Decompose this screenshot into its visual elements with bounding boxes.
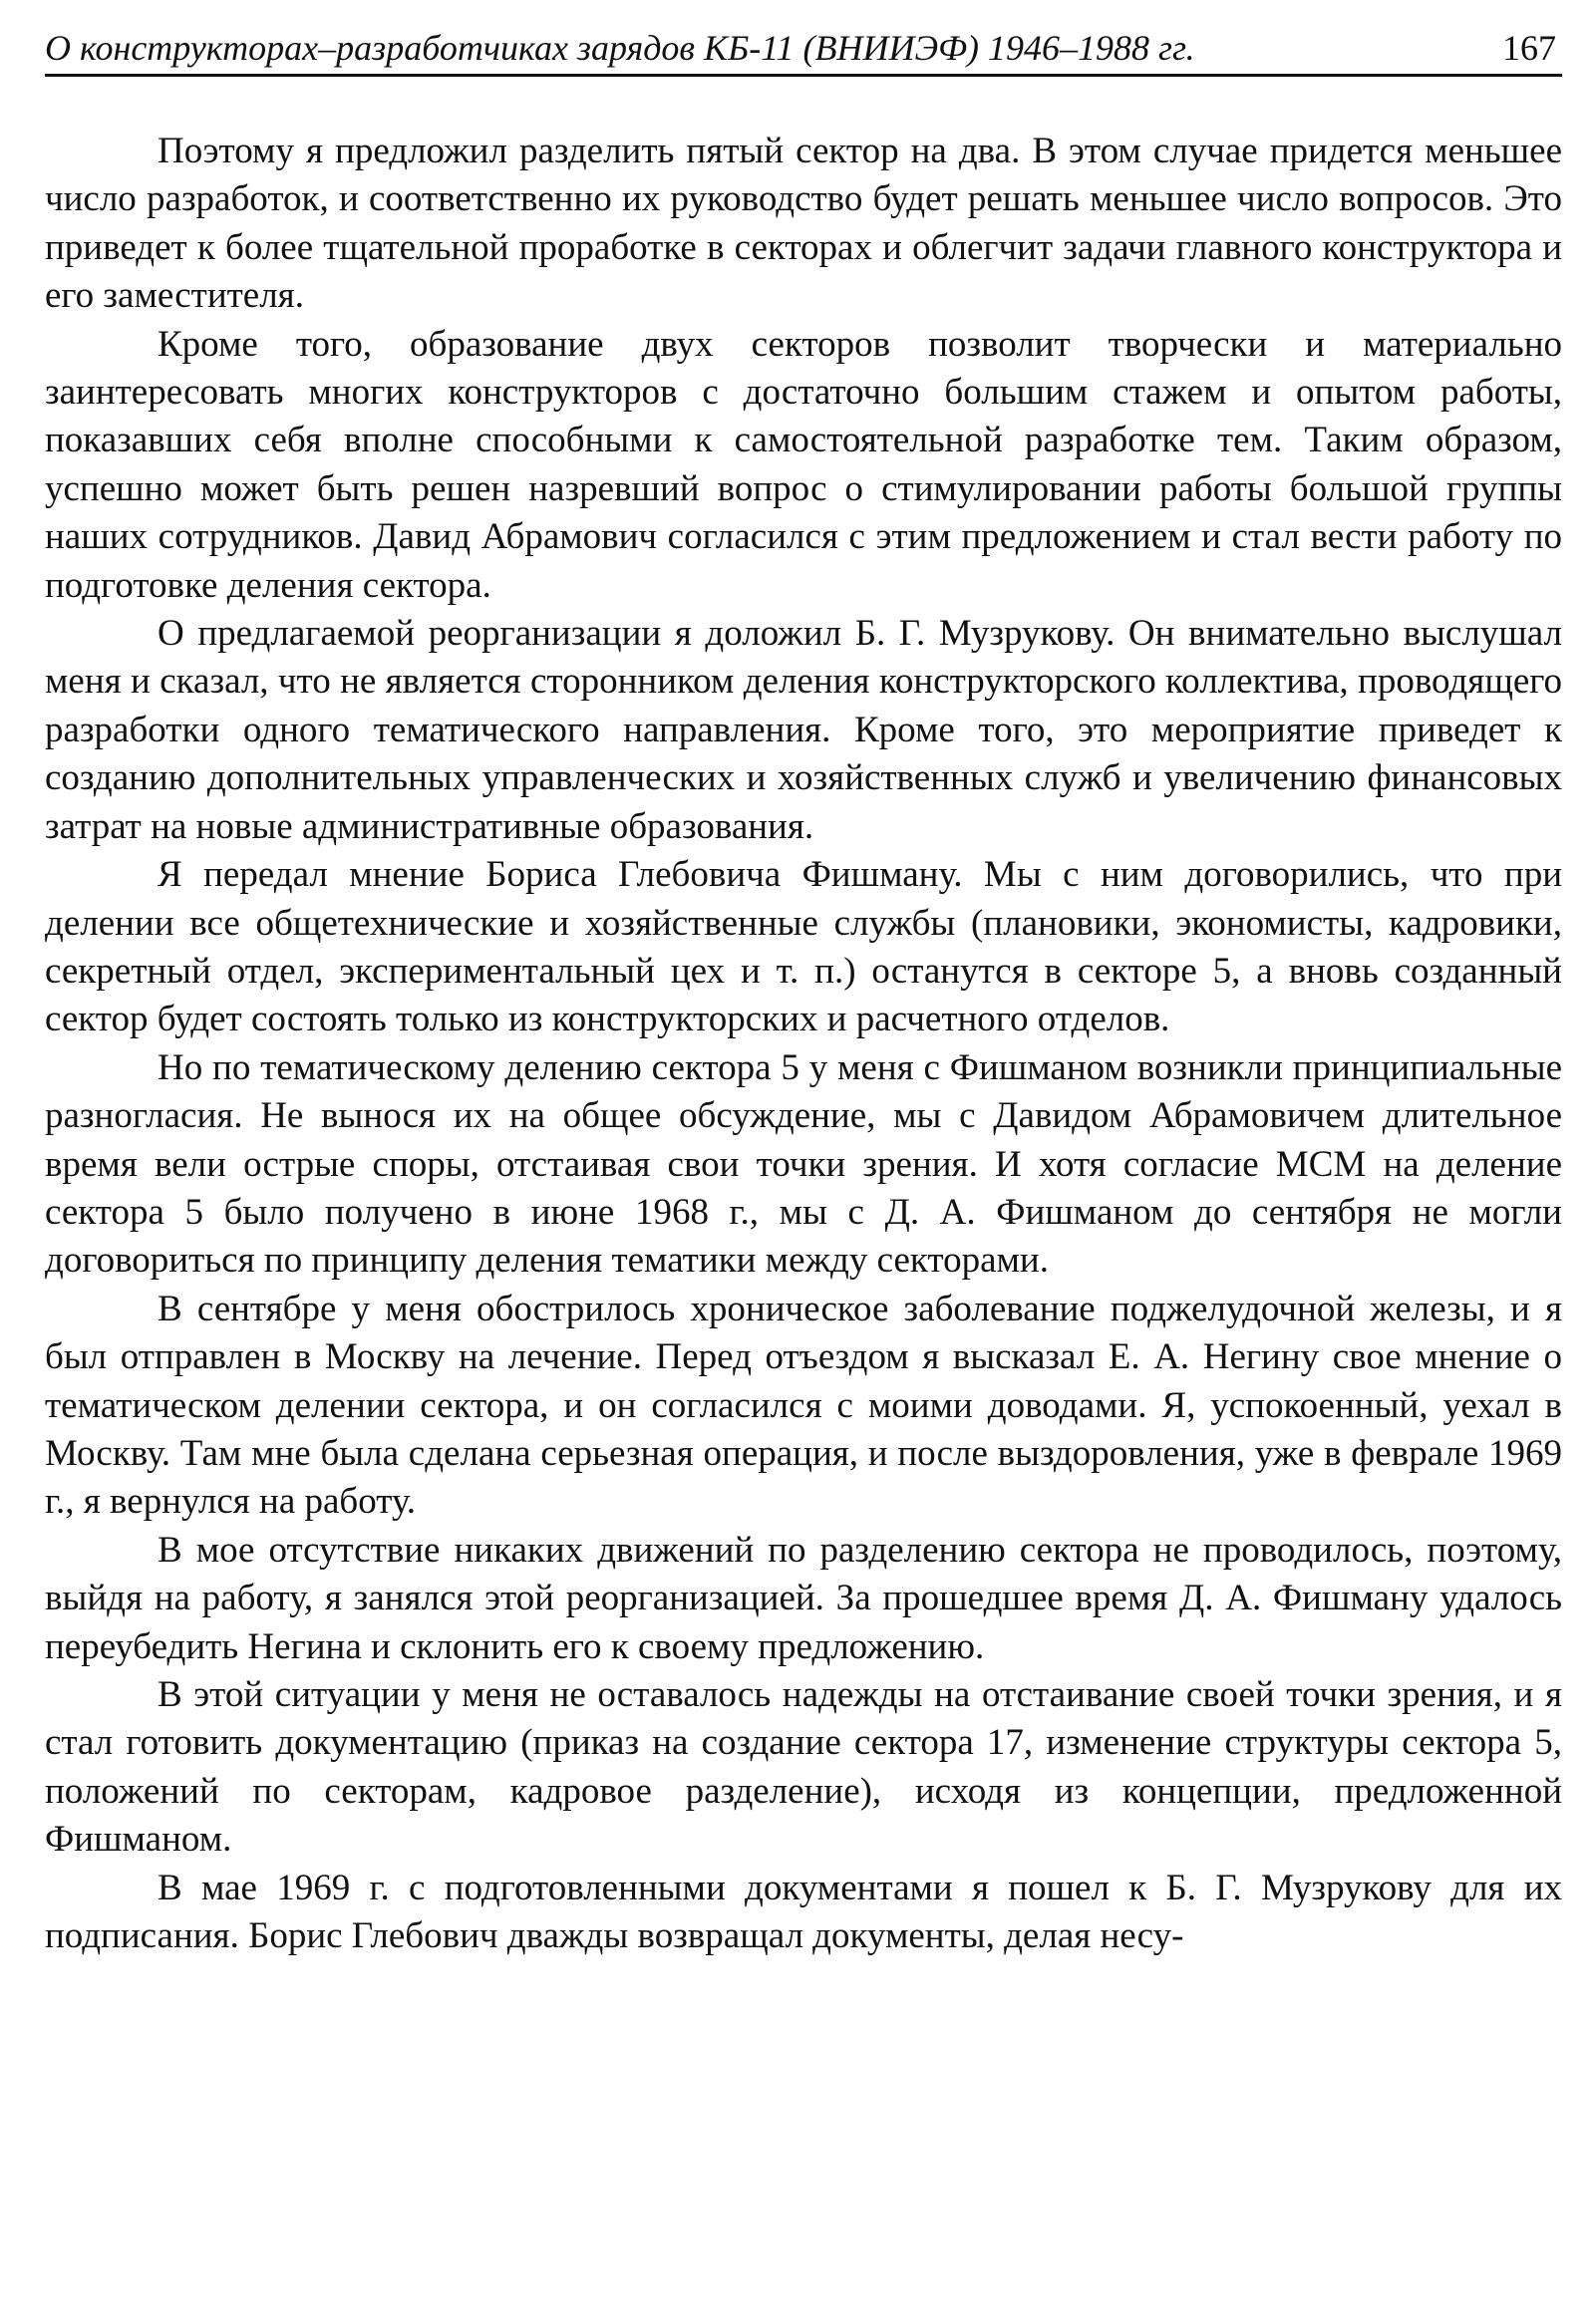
body-text	[45, 128, 1562, 1960]
running-header	[45, 22, 1562, 77]
running-title: О конструкторах–разработчиках зарядов КБ-11 (ВНИИЭФ) 1946–1988 гг.	[45, 28, 1195, 68]
paragraph: Кроме того, образование двух секторов позволит творчески и материально заинтересовать многих конструкторов с достаточно большим стажем и опытом работы, показавших себя вполне способными к самостоятельной разработке тем. Таким образом, успешно может быть решен назревший вопрос о стимулировании работы большой группы наших сотрудников. Давид Абрамович согласился с этим предложением и стал вести работу по подготовке деления сектора.	[45, 323, 1562, 606]
page-number: 167	[1502, 28, 1556, 68]
paragraph: В мое отсутствие никаких движений по разделению сектора не проводилось, поэтому, выйдя на работу, я занялся этой реорганизацией. За прошедшее время Д. А. Фишману удалось переубедить Негина и склонить его к своему предложению.	[45, 1529, 1562, 1667]
paragraph: В сентябре у меня обострилось хроническое заболевание поджелудочной железы, и я был отправлен в Москву на лечение. Перед отъездом я высказал Е. А. Негину свое мнение о тематическом делении сектора, и он согласился с моими доводами. Я, успокоенный, уехал в Москву. Там мне была сделана серьезная операция, и после выздоровления, уже в феврале 1969 г., я вернулся на работу.	[45, 1288, 1562, 1523]
paragraph: Я передал мнение Бориса Глебовича Фишману. Мы с ним договорились, что при делении все общетехнические и хозяйственные службы (плановики, экономисты, кадровики, секретный отдел, экспериментальный цех и т. п.) останутся в секторе 5, а вновь созданный сектор будет состоять только из конструкторских и расчетного отделов.	[45, 854, 1562, 1040]
paragraph: В мае 1969 г. с подготовленными документами я пошел к Б. Г. Музрукову для их подписания. Борис Глебович дважды возвращал документы, делая несу-	[45, 1867, 1562, 1957]
paragraph: Поэтому я предложил разделить пятый сектор на два. В этом случае придется меньшее число разработок, и соответственно их руководство будет решать меньшее число вопросов. Это приведет к более тщательной проработке в секторах и облегчит задачи главного конструктора и его заместителя.	[45, 131, 1562, 317]
paragraph: О предлагаемой реорганизации я доложил Б. Г. Музрукову. Он внимательно выслушал меня и сказал, что не является сторонником деления конструкторского коллектива, проводящего разработки одного тематического направления. Кроме того, это мероприятие приведет к созданию дополнительных управленческих и хозяйственных служб и увеличению финансовых затрат на новые административные образования.	[45, 613, 1562, 847]
book-page	[45, 0, 1562, 2324]
paragraph: Но по тематическому делению сектора 5 у меня с Фишманом возникли принципиальные разногласия. Не вынося их на общее обсуждение, мы с Давидом Абрамовичем длительное время вели острые споры, отстаивая свои точки зрения. И хотя согласие МСМ на деление сектора 5 было получено в июне 1968 г., мы с Д. А. Фишманом до сентября не могли договориться по принципу деления тематики между секторами.	[45, 1046, 1562, 1282]
paragraph: В этой ситуации у меня не оставалось надежды на отстаивание своей точки зрения, и я стал готовить документацию (приказ на создание сектора 17, изменение структуры сектора 5, положений по секторам, кадровое разделение), исходя из концепции, предложенной Фишманом.	[45, 1674, 1562, 1861]
